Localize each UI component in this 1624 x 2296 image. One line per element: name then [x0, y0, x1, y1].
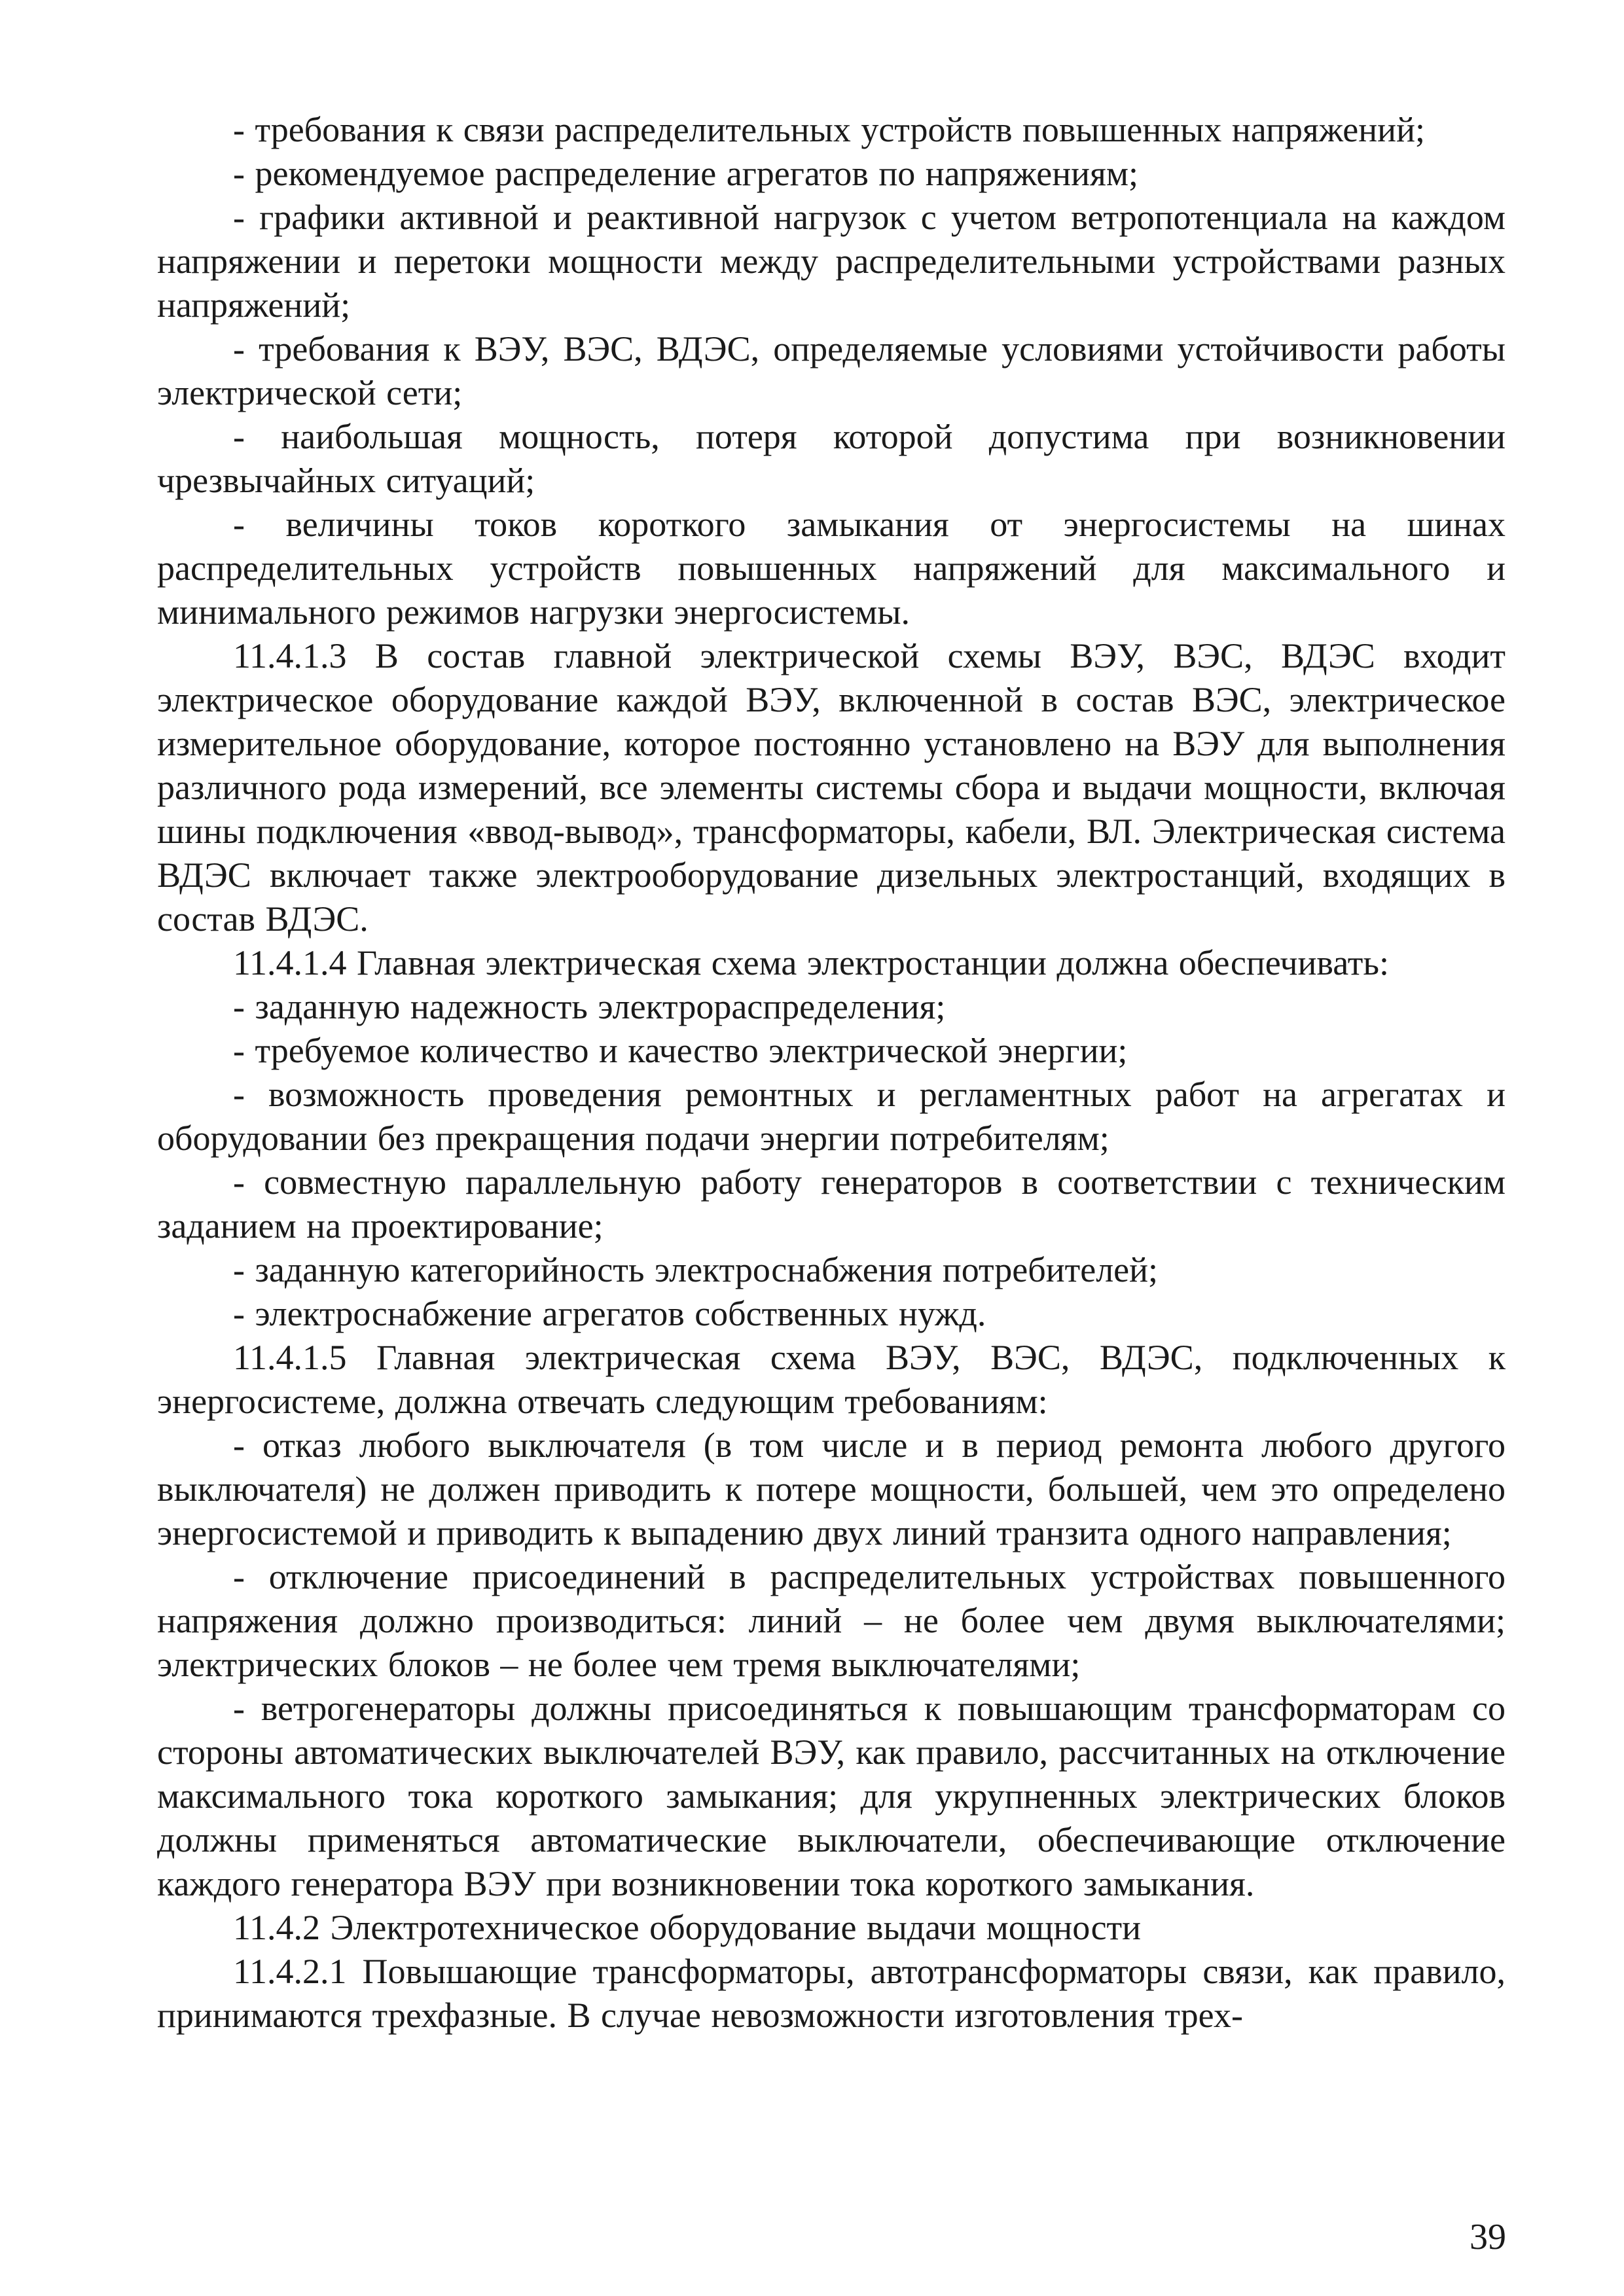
bullet-paragraph: - требования к связи распределительных устройств повышенных напряжений;: [233, 110, 1425, 149]
section-11-4-1-4: 11.4.1.4 Главная электрическая схема электростанции должна обеспечивать:: [233, 943, 1389, 982]
bullet-paragraph: - графики активной и реактивной нагрузок с учетом ветропотенциала на каждом напряжении и перетоки мощности между распределительными устройствами разных напряжений;: [157, 198, 1506, 325]
section-11-4-1-3: 11.4.1.3 В состав главной электрической схемы ВЭУ, ВЭС, ВДЭС входит электрическое оборудование каждой ВЭУ, включенной в состав ВЭС, электрическое измерительное оборудование, которое постоянно установлено на ВЭУ для выполнения различного рода измерений, все элементы системы сбора и выдачи мощности, включая шины подключения «ввод-вывод», трансформаторы, кабели, ВЛ. Электрическая система ВДЭС включает также электрооборудование дизельных электростанций, входящих в состав ВДЭС.: [157, 636, 1506, 939]
document-body: [157, 108, 1506, 2037]
bullet-paragraph: - электроснабжение агрегатов собственных нужд.: [233, 1294, 986, 1333]
bullet-paragraph: - величины токов короткого замыкания от энергосистемы на шинах распределительных устройств повышенных напряжений для максимального и минимального режимов нагрузки энергосистемы.: [157, 505, 1506, 632]
bullet-paragraph: - наибольшая мощность, потеря которой допустима при возникновении чрезвычайных ситуаций;: [157, 417, 1506, 500]
section-11-4-2-1: 11.4.2.1 Повышающие трансформаторы, автотрансформаторы связи, как правило, принимаются трехфазные. В случае невозможности изготовления трех-: [157, 1952, 1506, 2035]
bullet-paragraph: - возможность проведения ремонтных и регламентных работ на агрегатах и оборудовании без прекращения подачи энергии потребителям;: [157, 1075, 1506, 1158]
bullet-paragraph: - заданную категорийность электроснабжения потребителей;: [233, 1250, 1159, 1289]
bullet-paragraph: - отказ любого выключателя (в том числе и в период ремонта любого другого выключателя) не должен приводить к потере мощности, большей, чем это определено энергосистемой и приводить к выпадению двух линий транзита одного направления;: [157, 1426, 1506, 1552]
bullet-paragraph: - совместную параллельную работу генераторов в соответствии с техническим заданием на проектирование;: [157, 1162, 1506, 1246]
bullet-paragraph: - требуемое количество и качество электрической энергии;: [233, 1031, 1128, 1070]
bullet-paragraph: - отключение присоединений в распределительных устройствах повышенного напряжения должно производиться: линий – не более чем двумя выключателями; электрических блоков – не более чем тремя выключателями;: [157, 1557, 1506, 1684]
bullet-paragraph: - требования к ВЭУ, ВЭС, ВДЭС, определяемые условиями устойчивости работы электрической сети;: [157, 329, 1506, 412]
bullet-paragraph: - ветрогенераторы должны присоединяться к повышающим трансформаторам со стороны автоматических выключателей ВЭУ, как правило, рассчитанных на отключение максимального тока короткого замыкания; для укрупненных электрических блоков должны применяться автоматические выключатели, обеспечивающие отключение каждого генератора ВЭУ при возникновении тока короткого замыкания.: [157, 1689, 1506, 1903]
bullet-paragraph: - заданную надежность электрораспределения;: [233, 987, 946, 1026]
bullet-paragraph: - рекомендуемое распределение агрегатов по напряжениям;: [233, 154, 1139, 193]
section-11-4-1-5: 11.4.1.5 Главная электрическая схема ВЭУ, ВЭС, ВДЭС, подключенных к энергосистеме, должна отвечать следующим требованиям:: [157, 1338, 1506, 1421]
section-heading-11-4-2: 11.4.2 Электротехническое оборудование выдачи мощности: [233, 1908, 1142, 1947]
page-number: 39: [1470, 2217, 1506, 2257]
